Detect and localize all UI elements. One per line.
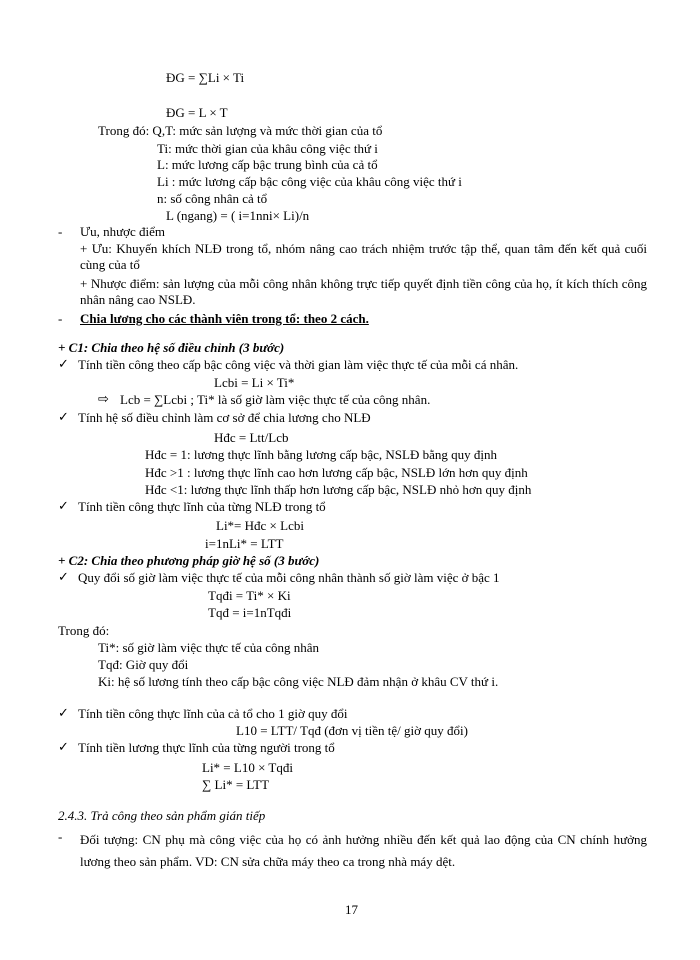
c1-h-greater: Hđc >1 : lương thực lĩnh cao hơn lương cấp bậc, NSLĐ lớn hơn quy định <box>145 465 528 480</box>
c2-where-tqd: Tqđ: Giờ quy đổi <box>98 657 189 672</box>
c1-step3-formula2: i=1nLi* = LTT <box>205 536 284 551</box>
checkmark-icon: ✓ <box>58 499 69 514</box>
c2-where: Trong đó: <box>58 623 110 638</box>
where-li: Li : mức lương cấp bậc công việc của khâu công việc thứ i <box>157 174 462 189</box>
c1-h-equal: Hđc = 1: lương thực lĩnh bằng lương cấp bậc, NSLĐ bằng quy định <box>145 447 497 462</box>
c1-step3-formula1: Li*= Hđc × Lcbi <box>216 518 304 533</box>
split-heading: Chia lương cho các thành viên trong tổ: theo 2 cách. <box>80 311 369 326</box>
where-ti: Ti: mức thời gian của khâu công việc thứ i <box>157 141 378 156</box>
checkmark-icon: ✓ <box>58 740 69 755</box>
formula-l-ngang: L (ngang) = ( i=1nni× Li)/n <box>166 208 310 223</box>
where-n: n: số công nhân cả tổ <box>157 191 268 206</box>
c2-step2-formula: L10 = LTT/ Tqđ (đơn vị tiền tệ/ giờ quy đổi) <box>236 723 468 738</box>
where-l: L: mức lương cấp bậc trung bình của cả tổ <box>157 157 378 172</box>
formula-dg-sum: ĐG = ∑Li × Ti <box>166 70 245 85</box>
c2-heading: + C2: Chia theo phương pháp giờ hệ số (3 bước) <box>58 553 320 568</box>
c1-step1-formula: Lcbi = Li × Ti* <box>214 375 295 390</box>
checkmark-icon: ✓ <box>58 357 69 372</box>
c1-heading: + C1: Chia theo hệ số điều chỉnh (3 bước) <box>58 340 285 355</box>
bullet-dash: - <box>58 224 63 239</box>
page-number: 17 <box>345 902 358 917</box>
bullet-dash: - <box>58 311 63 326</box>
c1-h-less: Hđc <1: lương thực lĩnh thấp hơn lương cấp bậc, NSLĐ nhỏ hơn quy định <box>145 482 532 497</box>
c2-where-ki: Ki: hệ số lương tính theo cấp bậc công việc NLĐ đảm nhận ở khâu CV thứ i. <box>98 674 499 689</box>
section-heading: 2.4.3. Trả công theo sản phẩm gián tiếp <box>58 808 266 823</box>
c1-step2-formula: Hđc = Ltt/Lcb <box>214 430 289 445</box>
section-paragraph: Đối tượng: CN phụ mà công việc của họ có ảnh hưởng nhiều đến kết quả lao động của CN chính hưởng lương theo sản phẩm. VD: CN sửa chữa máy theo ca trong nhà máy dệt. <box>80 832 647 869</box>
pros-cons-heading: Ưu, nhược điểm <box>80 224 166 239</box>
checkmark-icon: ✓ <box>58 706 69 721</box>
checkmark-icon: ✓ <box>58 410 69 425</box>
c1-step1: Tính tiền công theo cấp bậc công việc và thời gian làm việc thực tế của mỗi cá nhân. <box>78 357 519 372</box>
c1-step1-note: Lcb = ∑Lcbi ; Ti* là số giờ làm việc thực tế của công nhân. <box>120 392 431 407</box>
checkmark-icon: ✓ <box>58 570 69 585</box>
c2-step3-formula1: Li* = L10 × Tqđi <box>202 760 293 775</box>
c2-step1-formula1: Tqđi = Ti* × Ki <box>208 588 291 603</box>
c2-step2: Tính tiền công thực lĩnh của cả tổ cho 1 giờ quy đổi <box>78 706 348 721</box>
bullet-dash: - <box>58 829 63 844</box>
c2-step1: Quy đổi số giờ làm việc thực tế của mỗi công nhân thành số giờ làm việc ở bậc 1 <box>78 570 500 585</box>
arrow-right-icon: ⇨ <box>98 392 109 407</box>
c2-step3: Tính tiền lương thực lĩnh của từng người trong tổ <box>78 740 335 755</box>
c2-step3-formula2: ∑ Li* = LTT <box>202 777 270 792</box>
c2-step1-formula2: Tqđ = i=1nTqđi <box>208 605 292 620</box>
c2-where-ti: Ti*: số giờ làm việc thực tế của công nhân <box>98 640 320 655</box>
pros-paragraph: + Ưu: Khuyến khích NLĐ trong tổ, nhóm nâng cao trách nhiệm trước tập thể, quan tâm đến kết quả cuối cùng của tổ <box>80 241 647 272</box>
where-label: Trong đó: Q,T: mức sản lượng và mức thời gian của tổ <box>98 123 383 138</box>
c1-step3: Tính tiền công thực lĩnh của từng NLĐ trong tổ <box>78 499 326 514</box>
cons-paragraph: + Nhược điểm: sản lượng của mỗi công nhân không trực tiếp quyết định tiền công của họ, ít kích thích công nhân nâng cao NSLĐ. <box>80 276 647 307</box>
c1-step2: Tính hệ số điều chỉnh làm cơ sở để chia lương cho NLĐ <box>78 410 371 425</box>
formula-dg-avg: ĐG = L × T <box>166 105 228 120</box>
